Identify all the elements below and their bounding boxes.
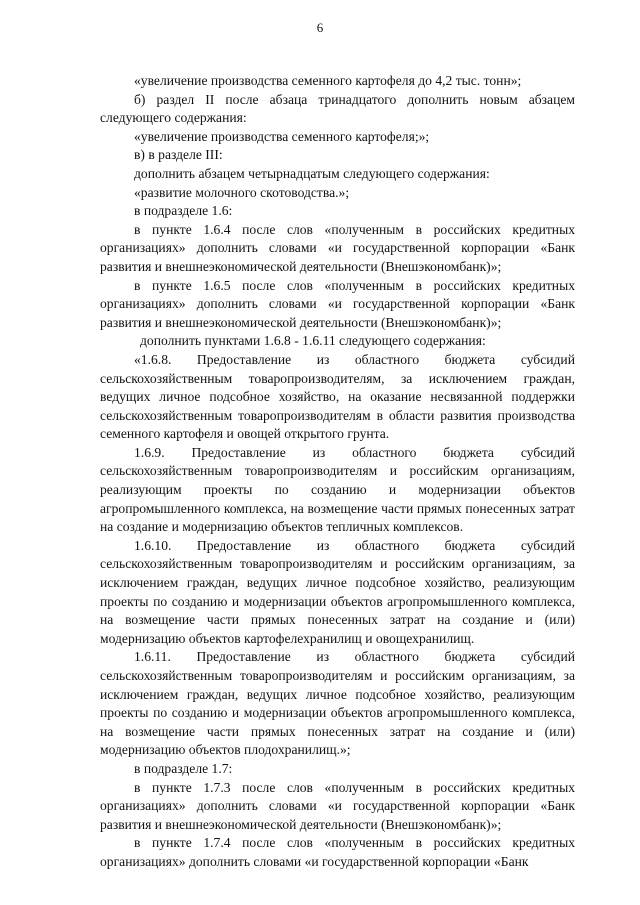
paragraph: б) раздел II после абзаца тринадцатого дополнить новым абзацем следующего содержания: (100, 91, 575, 126)
paragraph: 1.6.11. Предоставление из областного бюджета субсидий сельскохозяйственным товаропроизводителям и российским организациям, за исключением граждан, ведущих личное подсобное хозяйство, реализующим проекты по созданию и модернизации объектов агропромышленного комплекса, на возмещение части прямых понесенных затрат на создание и (или) модернизацию объектов плодохранилищ.»; (100, 649, 575, 758)
paragraph: дополнить абзацем четырнадцатым следующего содержания: (134, 165, 490, 181)
paragraph: в пункте 1.7.3 после слов «полученным в российских кредитных организациях» дополнить словами «и государственной корпорации «Банк развития и внешнеэкономической деятельности (Внешэкономбанк)»; (100, 779, 575, 832)
paragraph: 1.6.9. Предоставление из областного бюджета субсидий сельскохозяйственным товаропроизводителям и российским организациям, реализующим проекты по созданию и модернизации объектов агропромышленного комплекса, на возмещение части прямых понесенных затрат на создание и модернизацию объектов тепличных комплексов. (100, 444, 575, 535)
paragraph: в пункте 1.6.4 после слов «полученным в российских кредитных организациях» дополнить словами «и государственной корпорации «Банк развития и внешнеэкономической деятельности (Внешэкономбанк)»; (100, 221, 575, 274)
paragraph: в) в разделе III: (134, 147, 223, 163)
paragraph: в пункте 1.7.4 после слов «полученным в российских кредитных организациях» дополнить словами «и государственной корпорации «Банк (100, 835, 575, 869)
document-body (100, 72, 575, 872)
page-number: 6 (316, 20, 324, 35)
paragraph: в пункте 1.6.5 после слов «полученным в российских кредитных организациях» дополнить словами «и государственной корпорации «Банк развития и внешнеэкономической деятельности (Внешэкономбанк)»; (100, 277, 575, 330)
paragraph: «увеличение производства семенного картофеля до 4,2 тыс. тонн»; (134, 73, 522, 88)
paragraph: 1.6.10. Предоставление из областного бюджета субсидий сельскохозяйственным товаропроизводителям и российским организациям, за исключением граждан, ведущих личное подсобное хозяйство, реализующим проекты по созданию и модернизации объектов агропромышленного комплекса, на возмещение части прямых понесенных затрат на создание и (или) модернизацию объектов картофелехранилищ и овощехранилищ. (100, 537, 575, 646)
paragraph: в подразделе 1.6: (134, 203, 233, 219)
paragraph: в подразделе 1.7: (134, 760, 233, 776)
paragraph: дополнить пунктами 1.6.8 - 1.6.11 следующего содержания: (140, 333, 486, 349)
paragraph: «увеличение производства семенного картофеля;»; (134, 128, 430, 144)
paragraph: «1.6.8. Предоставление из областного бюджета субсидий сельскохозяйственным товаропроизводителям, за исключением граждан, ведущих личное подсобное хозяйство, на оказание несвязанной поддержки сельскохозяйственным товаропроизводителям в области развития производства семенного картофеля и овощей открытого грунта. (100, 351, 575, 442)
paragraph: «развитие молочного скотоводства.»; (134, 184, 350, 200)
